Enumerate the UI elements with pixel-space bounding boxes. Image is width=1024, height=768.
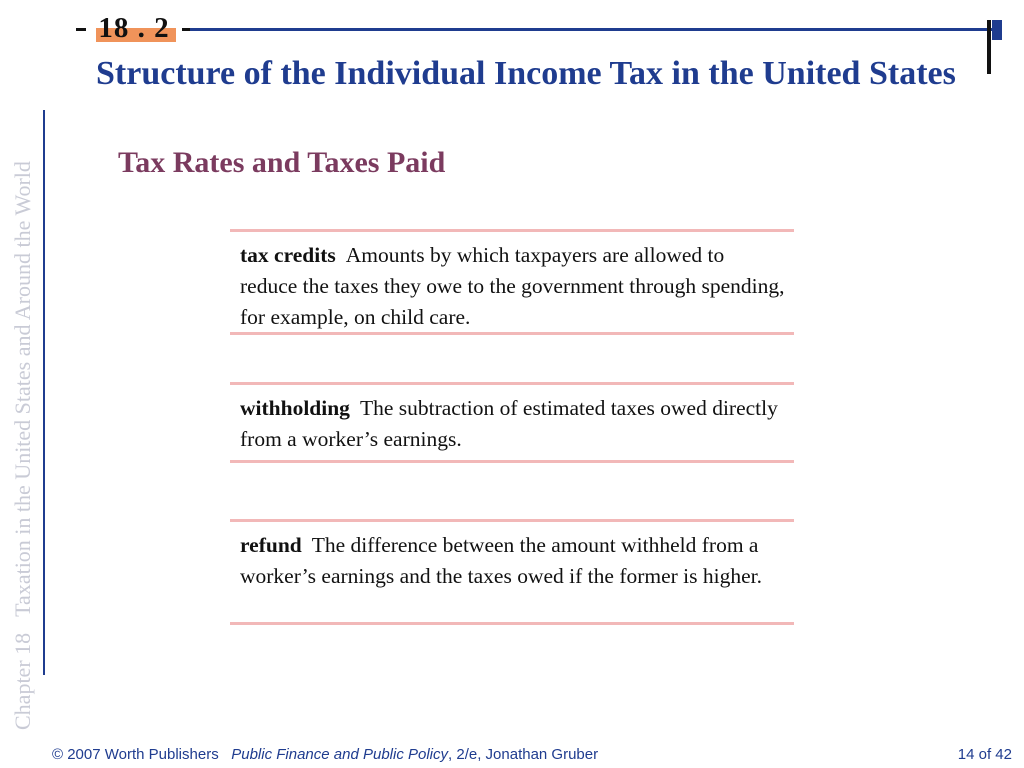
definition-term: tax credits bbox=[240, 243, 336, 267]
definition-text: Amounts by which taxpayers are allowed to reduce the taxes they owe to the government through spending, for example, on child care. bbox=[240, 243, 785, 329]
footer-copyright: © 2007 Worth Publishers bbox=[52, 746, 219, 763]
badge-dash-left bbox=[76, 28, 86, 31]
definition-text: The difference between the amount withheld from a worker’s earnings and the taxes owed if the former is higher. bbox=[240, 533, 763, 588]
footer-credits bbox=[52, 746, 598, 766]
page-indicator: 14 of 42 bbox=[957, 746, 1012, 763]
page-subtitle: Tax Rates and Taxes Paid bbox=[118, 146, 446, 179]
header-corner-cap bbox=[992, 20, 1002, 40]
definition-term: withholding bbox=[240, 396, 350, 420]
section-number: 18 . 2 bbox=[98, 11, 170, 44]
side-chapter-label bbox=[6, 30, 40, 730]
footer-book-title: Public Finance and Public Policy bbox=[231, 746, 449, 763]
definition-tax-credits bbox=[230, 229, 794, 335]
side-rule bbox=[43, 110, 45, 675]
definition-refund bbox=[230, 519, 794, 625]
footer-edition-author: , 2/e, Jonathan Gruber bbox=[448, 746, 599, 763]
side-chapter-title: Taxation in the United States and Around the World bbox=[10, 161, 35, 617]
definition-term: refund bbox=[240, 533, 302, 557]
badge-dash-right bbox=[182, 28, 190, 31]
definition-withholding bbox=[230, 382, 794, 463]
side-chapter-number: Chapter 18 bbox=[10, 632, 35, 730]
header-rule bbox=[78, 28, 998, 31]
definition-text: The subtraction of estimated taxes owed directly from a worker’s earnings. bbox=[240, 396, 778, 451]
header-corner-bar bbox=[987, 20, 991, 74]
page-title: Structure of the Individual Income Tax in the United States bbox=[96, 55, 956, 92]
section-badge bbox=[86, 12, 182, 44]
